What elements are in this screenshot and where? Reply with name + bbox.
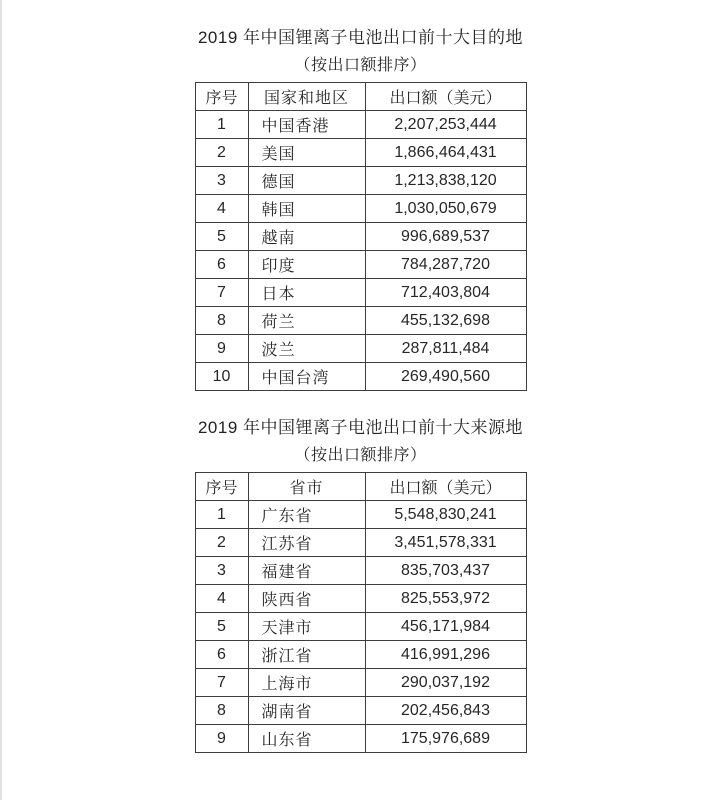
table-row <box>195 279 526 307</box>
table-row <box>195 697 526 725</box>
table-row <box>195 223 526 251</box>
value-cell: 456,171,984 <box>365 613 526 641</box>
value-cell: 287,811,484 <box>365 335 526 363</box>
value-cell: 2,207,253,444 <box>365 111 526 139</box>
value-cell: 996,689,537 <box>365 223 526 251</box>
region-cell: 德国 <box>248 167 365 195</box>
region-cell: 山东省 <box>248 725 365 753</box>
region-cell: 荷兰 <box>248 307 365 335</box>
region-cell: 天津市 <box>248 613 365 641</box>
sources-table-title: 2019 年中国锂离子电池出口前十大来源地 <box>197 418 524 437</box>
header-export-value: 出口额（美元） <box>365 83 526 111</box>
table-row <box>195 725 526 753</box>
value-cell: 784,287,720 <box>365 251 526 279</box>
header-province: 省市 <box>248 473 365 501</box>
table-row <box>195 363 526 391</box>
region-cell: 日本 <box>248 279 365 307</box>
sources-table-subtitle: （按出口额排序） <box>294 447 427 464</box>
region-cell: 韩国 <box>248 195 365 223</box>
region-cell: 陕西省 <box>248 585 365 613</box>
rank-cell: 4 <box>195 195 248 223</box>
table-row <box>195 585 526 613</box>
table-row <box>195 167 526 195</box>
value-cell: 290,037,192 <box>365 669 526 697</box>
rank-cell: 6 <box>195 641 248 669</box>
rank-cell: 10 <box>195 363 248 391</box>
rank-cell: 2 <box>195 529 248 557</box>
header-row <box>195 83 526 111</box>
value-cell: 202,456,843 <box>365 697 526 725</box>
rank-cell: 9 <box>195 725 248 753</box>
destinations-table-body <box>195 111 526 391</box>
header-row <box>195 473 526 501</box>
destinations-section <box>0 27 721 391</box>
value-cell: 5,548,830,241 <box>365 501 526 529</box>
region-cell: 美国 <box>248 139 365 167</box>
table-row <box>195 195 526 223</box>
rank-cell: 8 <box>195 697 248 725</box>
destinations-table-subtitle: （按出口额排序） <box>294 57 427 74</box>
region-cell: 江苏省 <box>248 529 365 557</box>
rank-cell: 3 <box>195 167 248 195</box>
table-row <box>195 335 526 363</box>
value-cell: 1,866,464,431 <box>365 139 526 167</box>
region-cell: 中国台湾 <box>248 363 365 391</box>
page-edge-line <box>0 0 2 800</box>
value-cell: 3,451,578,331 <box>365 529 526 557</box>
rank-cell: 7 <box>195 279 248 307</box>
rank-cell: 1 <box>195 501 248 529</box>
rank-cell: 6 <box>195 251 248 279</box>
value-cell: 1,030,050,679 <box>365 195 526 223</box>
region-cell: 福建省 <box>248 557 365 585</box>
destinations-table <box>195 82 527 391</box>
table-row <box>195 139 526 167</box>
table-row <box>195 613 526 641</box>
header-region: 国家和地区 <box>248 83 365 111</box>
sources-table-header <box>195 473 526 501</box>
destinations-table-header <box>195 83 526 111</box>
region-cell: 越南 <box>248 223 365 251</box>
table-row <box>195 669 526 697</box>
header-rank: 序号 <box>195 83 248 111</box>
table-row <box>195 529 526 557</box>
rank-cell: 1 <box>195 111 248 139</box>
rank-cell: 9 <box>195 335 248 363</box>
value-cell: 455,132,698 <box>365 307 526 335</box>
header-rank: 序号 <box>195 473 248 501</box>
region-cell: 广东省 <box>248 501 365 529</box>
value-cell: 269,490,560 <box>365 363 526 391</box>
table-row <box>195 501 526 529</box>
rank-cell: 5 <box>195 613 248 641</box>
region-cell: 浙江省 <box>248 641 365 669</box>
sources-section <box>0 417 721 753</box>
region-cell: 湖南省 <box>248 697 365 725</box>
rank-cell: 7 <box>195 669 248 697</box>
region-cell: 中国香港 <box>248 111 365 139</box>
table-row <box>195 111 526 139</box>
value-cell: 416,991,296 <box>365 641 526 669</box>
value-cell: 175,976,689 <box>365 725 526 753</box>
table-row <box>195 307 526 335</box>
sources-table <box>195 472 527 753</box>
region-cell: 波兰 <box>248 335 365 363</box>
value-cell: 1,213,838,120 <box>365 167 526 195</box>
rank-cell: 5 <box>195 223 248 251</box>
rank-cell: 3 <box>195 557 248 585</box>
value-cell: 712,403,804 <box>365 279 526 307</box>
value-cell: 825,553,972 <box>365 585 526 613</box>
destinations-table-title: 2019 年中国锂离子电池出口前十大目的地 <box>197 28 524 47</box>
rank-cell: 4 <box>195 585 248 613</box>
table-row <box>195 251 526 279</box>
rank-cell: 2 <box>195 139 248 167</box>
sources-table-body <box>195 501 526 753</box>
region-cell: 印度 <box>248 251 365 279</box>
table-row <box>195 641 526 669</box>
region-cell: 上海市 <box>248 669 365 697</box>
rank-cell: 8 <box>195 307 248 335</box>
header-export-value: 出口额（美元） <box>365 473 526 501</box>
value-cell: 835,703,437 <box>365 557 526 585</box>
table-row <box>195 557 526 585</box>
